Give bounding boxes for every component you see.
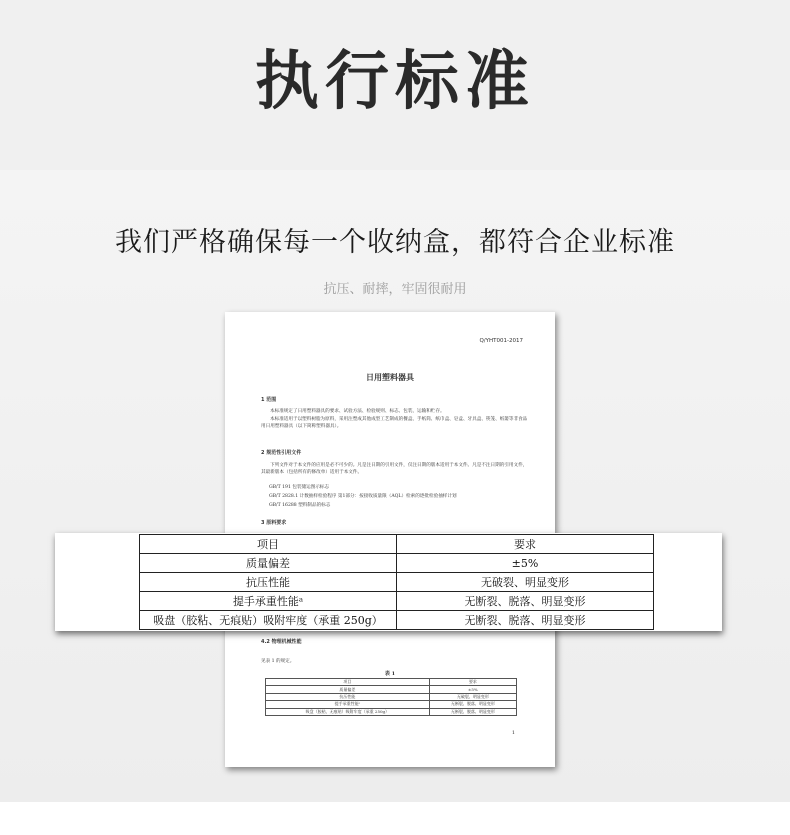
section-heading: 3 原料要求	[261, 520, 287, 526]
table-cell: 无破裂、明显变形	[397, 573, 654, 592]
document-title: 日用塑料器具	[366, 373, 414, 382]
table-cell: 无断裂、脱落、明显变形	[429, 708, 516, 715]
table-cell: 无断裂、脱落、明显变形	[397, 611, 654, 630]
reference-item: GB/T 2828.1 计数抽样检验程序 第1部分：按接收质量限（AQL）检索的逐批检验抽样计划	[269, 494, 457, 499]
table-cell: ±5%	[429, 686, 516, 693]
subtitle: 我们严格确保每一个收纳盒，都符合企业标准	[115, 227, 675, 258]
section-paragraph: 本标准适用于以塑料树脂为原料，采用注塑成其他成型工艺制成的餐盒、手纸筒、纸巾盒、皂盒、牙具盒、筷笼、纸篓等非食品用日用塑料器具（以下简称塑料器具）。	[261, 417, 528, 429]
tagline: 抗压、耐摔，牢固很耐用	[323, 282, 467, 297]
table-cell: 抗压性能	[140, 573, 397, 592]
section-paragraph: 下列文件对于本文件的应用是必不可少的。凡是注日期的引用文件，仅注日期的版本适用于本文件。凡是不注日期的引用文件，其最新版本（包括所有的修改单）适用于本文件。	[261, 463, 528, 475]
table-header-row	[140, 535, 654, 554]
table-cell: 吸盘（胶粘、无痕贴）吸附牢度（承重 250g）	[140, 611, 397, 630]
reference-item: GB/T 191 包装储运图示标志	[269, 485, 330, 490]
magnified-table-strip	[55, 533, 722, 631]
table-cell: 抗压性能	[266, 693, 430, 700]
section-heading: 4.2 物理机械性能	[261, 639, 302, 645]
table-row	[140, 611, 654, 630]
table-row	[266, 679, 517, 686]
table-header-cell: 项目	[266, 679, 430, 686]
table-cell: 吸盘（胶粘、无痕贴）吸附牢度（承重 250g）	[266, 708, 430, 715]
header-item: 项目	[140, 535, 397, 554]
table-caption: 表 1	[384, 671, 396, 677]
table-row	[266, 701, 517, 708]
section-heading: 1 范围	[261, 397, 277, 403]
table-cell: ±5%	[397, 554, 654, 573]
table-cell: 质量偏差	[140, 554, 397, 573]
page-number: 1	[511, 730, 515, 736]
header-requirement: 要求	[397, 535, 654, 554]
table-row	[266, 686, 517, 693]
table-cell: 无断裂、脱落、明显变形	[397, 592, 654, 611]
requirements-table	[139, 534, 654, 630]
table-cell: 提手承重性能ᵃ	[266, 701, 430, 708]
table-cell: 提手承重性能ᵃ	[140, 592, 397, 611]
reference-item: GB/T 16288 塑料制品的标志	[269, 503, 331, 508]
section-heading: 2 规范性引用文件	[261, 450, 302, 456]
document-table	[265, 678, 517, 716]
table-cell: 无破裂、明显变形	[429, 693, 516, 700]
table-row	[140, 554, 654, 573]
table-note: 见表 1 的规定。	[261, 659, 295, 664]
table-row	[266, 708, 517, 715]
table-row	[266, 693, 517, 700]
section-paragraph: 本标准规定了日用塑料器具的要求、试验方法、检验规则、标志、包装、运输和贮存。	[270, 409, 445, 414]
table-cell: 无断裂、脱落、明显变形	[429, 701, 516, 708]
document-code: Q/YHT001-2017	[479, 338, 523, 344]
table-row	[140, 592, 654, 611]
page-title: 执行标准	[255, 45, 535, 119]
table-row	[140, 573, 654, 592]
table-cell: 质量偏差	[266, 686, 430, 693]
table-header-cell: 要求	[429, 679, 516, 686]
